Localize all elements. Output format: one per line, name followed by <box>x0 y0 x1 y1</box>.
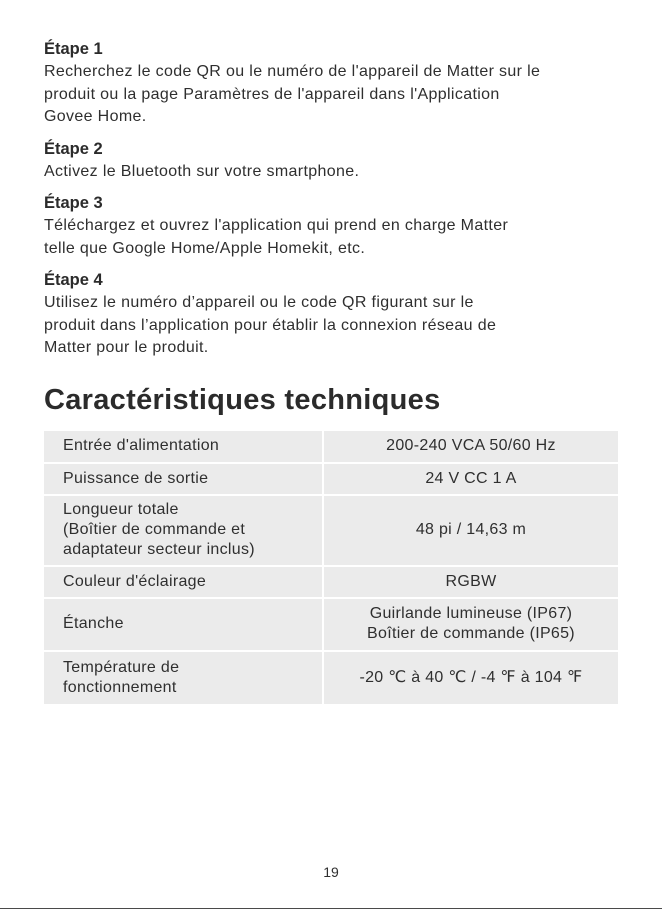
page-content <box>44 38 618 704</box>
spec-value <box>323 495 618 566</box>
table-row <box>44 495 618 566</box>
step-text-line: Matter pour le produit. <box>44 339 209 356</box>
table-row <box>44 566 618 598</box>
step-2 <box>44 138 618 184</box>
spec-label-line: Entrée d'alimentation <box>63 437 220 454</box>
step-text-line: telle que Google Home/Apple Homekit, etc. <box>44 239 366 257</box>
specs-heading: Caractéristiques techniques <box>44 383 441 416</box>
spec-label-line: Température de <box>63 658 180 676</box>
step-4 <box>44 269 618 360</box>
step-title: Étape 2 <box>44 139 103 158</box>
spec-label <box>44 598 323 651</box>
spec-value <box>323 431 618 463</box>
specs-table <box>44 431 618 704</box>
step-text-line: Utilisez le numéro d’appareil ou le code QR figurant sur le <box>44 294 474 311</box>
spec-label-line: Couleur d'éclairage <box>63 572 207 590</box>
spec-label-line: adaptateur secteur inclus) <box>63 541 255 558</box>
table-row <box>44 651 618 704</box>
spec-label <box>44 431 323 463</box>
step-title: Étape 4 <box>44 271 103 289</box>
spec-value-line: 48 pi / 14,63 m <box>415 521 527 538</box>
spec-value <box>323 566 618 598</box>
spec-label-line: Longueur totale <box>63 501 179 518</box>
step-title: Étape 3 <box>44 194 103 212</box>
step-text-line: Téléchargez et ouvrez l'application qui prend en charge Matter <box>44 217 509 234</box>
table-row <box>44 463 618 495</box>
spec-label <box>44 566 323 598</box>
spec-label <box>44 495 323 566</box>
bottom-divider <box>0 908 662 909</box>
spec-value-line: Boîtier de commande (IP65) <box>367 625 575 642</box>
spec-label-line: Puissance de sortie <box>63 469 209 487</box>
step-text-line: Recherchez le code QR ou le numéro de l'appareil de Matter sur le <box>44 63 541 80</box>
step-3 <box>44 192 618 260</box>
spec-value <box>323 463 618 495</box>
spec-value-line: 24 V CC 1 A <box>425 469 517 487</box>
spec-value-line: 200-240 VCA 50/60 Hz <box>386 437 556 454</box>
table-row <box>44 598 618 651</box>
spec-value-line: RGBW <box>445 572 497 590</box>
page-number: 19 <box>323 864 339 880</box>
spec-value <box>323 651 618 704</box>
step-text-line: produit ou la page Paramètres de l'appareil dans l'Application <box>44 85 500 103</box>
step-1 <box>44 38 618 129</box>
spec-label-line: Étanche <box>63 615 124 632</box>
spec-label <box>44 651 323 704</box>
spec-value-line: -20 ℃ à 40 ℃ / -4 ℉ à 104 ℉ <box>359 668 583 686</box>
step-text-line: Activez le Bluetooth sur votre smartphone. <box>44 162 360 180</box>
spec-value-line: Guirlande lumineuse (IP67) <box>369 605 573 622</box>
spec-label-line: fonctionnement <box>63 678 177 696</box>
spec-label <box>44 463 323 495</box>
step-text-line: Govee Home. <box>44 108 147 125</box>
table-row <box>44 431 618 463</box>
step-text-line: produit dans l’application pour établir la connexion réseau de <box>44 316 497 334</box>
step-title: Étape 1 <box>44 40 103 58</box>
spec-value <box>323 598 618 651</box>
spec-label-line: (Boîtier de commande et <box>63 521 246 538</box>
